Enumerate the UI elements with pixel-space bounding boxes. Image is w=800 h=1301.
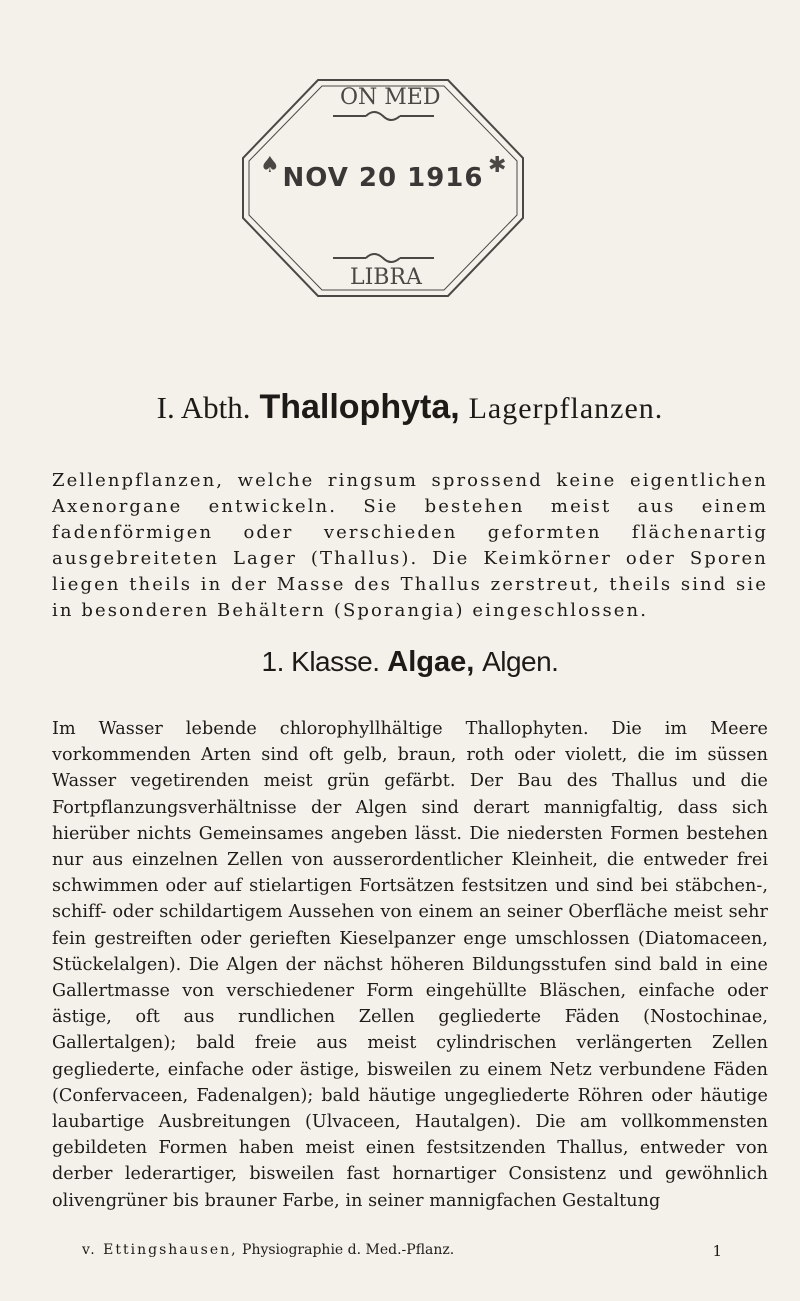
stamp-date: NOV 20 1916 (282, 163, 484, 193)
intro-paragraph: Zellenpflanzen, welche ringsum sprossend keine eigentlichen Axenorgane entwickeln. Sie bestehen meist aus einem fadenförmigen oder verschieden geformten flächenartig ausgebreiteten Lager (Thallus). Die Keimkörner oder Sporen liegen theils in der Masse des Thallus zerstreut, theils sind sie in besonderen Behältern (Sporangia) eingeschlossen. (52, 470, 768, 621)
svg-text:♠: ♠ (260, 153, 280, 178)
page-footer (82, 1242, 722, 1258)
body-paragraph: Im Wasser lebende chlorophyllhältige Thallophyten. Die im Meere vorkommenden Arten sind oft gelb, braun, roth oder violett, die im süssen Wasser vegetirenden meist grün gefärbt. Der Bau des Thallus und die Fortpflanzungsverhältnisse der Algen sind derart mannigfaltig, dass sich hierüber nichts Gemeinsames angeben lässt. Die niedersten Formen bestehen nur aus einzelnen Zellen von ausserordentlicher Kleinheit, die entweder frei schwimmen oder auf stielartigen Fortsätzen festsitzen und sind bei stäbchen-, schiff- oder schildartigem Aussehen von einem an seiner Oberfläche meist sehr fein gestreiften oder gerieften Kieselpanzer enge umschlossen (Diatomaceen, Stückelalgen). Die Algen der nächst höheren Bildungsstufen sind bald in eine Gallertmasse von verschiedener Form eingehüllte Bläschen, einfache oder ästige, oft aus rundlichen Zellen gegliederte Fäden (Nostochinae, Gallertalgen); bald freie aus meist cylindrischen verlängerten Zellen gegliederte, einfache oder ästige, bisweilen zu einem Netz verbundene Fäden (Confervaceen, Fadenalgen); bald häutige ungegliederte Röhren oder häutige laubartige Ausbreitungen (Ulvaceen, Hautalgen). Die am vollkommensten gebildeten Formen haben meist einen festsitzenden Thallus, entweder von derber lederartiger, bisweilen fast hornartiger Consistenz und gewöhnlich olivengrüner bis brauner Farbe, in seiner mannigfachen Gestaltung (52, 719, 768, 1211)
svg-text:LIBRA: LIBRA (350, 265, 422, 290)
section-heading (50, 388, 770, 427)
footer-title: Physiographie d. Med.-Pflanz. (242, 1242, 455, 1258)
page-number: 1 (712, 1242, 722, 1260)
section-number: I. Abth. (156, 390, 251, 425)
section-german-title: Lagerpflanzen. (468, 392, 664, 425)
class-latin-title: Algae, (387, 646, 475, 678)
library-stamp (238, 68, 528, 308)
svg-text:✱: ✱ (488, 153, 507, 178)
section-latin-title: Thallophyta, (259, 388, 460, 426)
footer-author: v. Ettingshausen, (82, 1242, 238, 1258)
class-heading (50, 646, 770, 679)
class-number: 1. Klasse. (261, 646, 380, 677)
class-german-title: Algen. (482, 646, 559, 677)
svg-text:ON MED: ON MED (340, 85, 441, 110)
